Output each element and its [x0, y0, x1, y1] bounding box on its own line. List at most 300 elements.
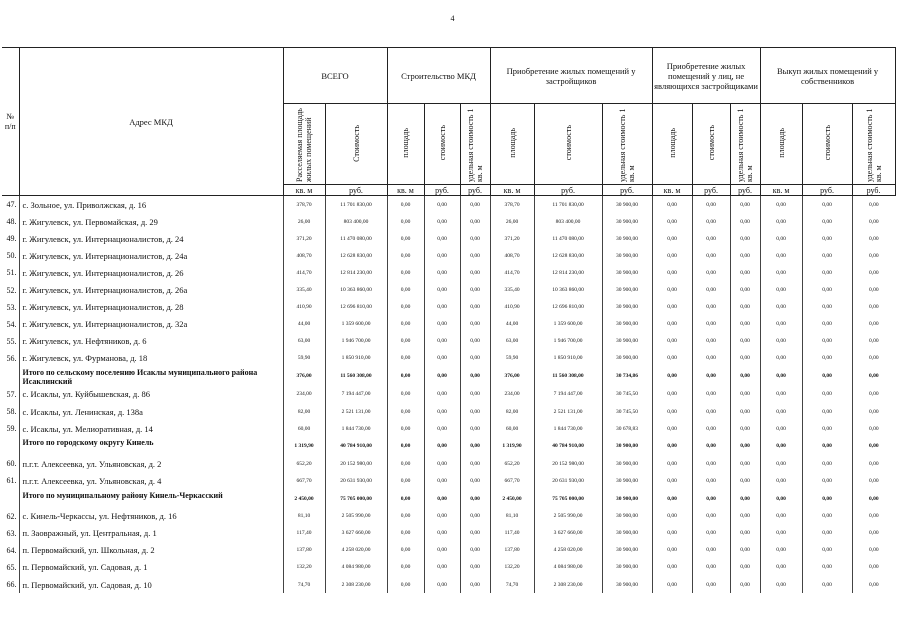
row-value: 0,00	[387, 213, 424, 230]
row-value: 0,00	[852, 367, 895, 386]
row-value: 803 400,00	[534, 213, 602, 230]
row-value: 0,00	[760, 196, 802, 214]
row-number: 49.	[6, 234, 17, 244]
row-value: 0,00	[387, 230, 424, 247]
row-value: 0,00	[692, 576, 730, 593]
row-value: 0,00	[802, 508, 852, 525]
row-value: 0,00	[652, 455, 692, 472]
row-value: 12 696 810,00	[325, 299, 387, 316]
row-value: 0,00	[692, 420, 730, 437]
row-value: 0,00	[852, 420, 895, 437]
row-value: 117,40	[490, 525, 534, 542]
row-value: 0,00	[802, 264, 852, 281]
row-value: 0,00	[460, 490, 490, 508]
row-value: 0,00	[460, 525, 490, 542]
unit-label: руб.	[602, 185, 652, 196]
row-number	[2, 437, 19, 455]
row-address: с. Кинель-Черкассы, ул. Нефтяников, д. 16	[19, 508, 283, 525]
row-value: 0,00	[692, 299, 730, 316]
row-value: 378,70	[283, 196, 325, 214]
row-value: 0,00	[387, 196, 424, 214]
row-value: 0,00	[387, 472, 424, 489]
row-value: 410,90	[283, 299, 325, 316]
row-value: 410,90	[490, 299, 534, 316]
row-value: 408,70	[490, 247, 534, 264]
row-value: 0,00	[424, 576, 460, 593]
row-value: 30 900,00	[602, 542, 652, 559]
row-value: 0,00	[652, 403, 692, 420]
sub-header-cost: Стоимость	[325, 104, 387, 185]
row-value: 0,00	[460, 213, 490, 230]
table-row	[2, 213, 895, 230]
row-value: 0,00	[760, 299, 802, 316]
row-value: 0,00	[760, 437, 802, 455]
row-value: 0,00	[730, 455, 760, 472]
row-address: г. Жигулевск, ул. Интернационалистов, д. 24	[19, 230, 283, 247]
subtotal-row	[2, 490, 895, 508]
row-value: 0,00	[460, 316, 490, 333]
unit-label: руб.	[460, 185, 490, 196]
sub-header-unit-cost: удельная стоимость 1 кв. м	[602, 104, 652, 185]
row-value: 0,00	[802, 542, 852, 559]
row-value: 0,00	[387, 247, 424, 264]
row-value: 1 319,90	[490, 437, 534, 455]
row-address: Итого по муниципальному району Кинель-Черкасский	[19, 490, 283, 508]
row-address: п. Первомайский, ул. Школьная, д. 2	[19, 542, 283, 559]
row-value: 0,00	[424, 386, 460, 403]
unit-label: руб.	[692, 185, 730, 196]
row-value: 0,00	[652, 525, 692, 542]
row-value: 0,00	[852, 490, 895, 508]
row-address: п. Заовражный, ул. Центральная, д. 1	[19, 525, 283, 542]
row-value: 0,00	[652, 576, 692, 593]
row-value: 414,70	[490, 264, 534, 281]
row-value: 0,00	[424, 281, 460, 298]
row-value: 1 844 730,00	[325, 420, 387, 437]
row-number: 65.	[6, 562, 17, 572]
row-value: 0,00	[692, 350, 730, 367]
row-value: 11 470 080,00	[534, 230, 602, 247]
row-value: 0,00	[760, 420, 802, 437]
table-row	[2, 333, 895, 350]
table-row	[2, 316, 895, 333]
row-value: 0,00	[652, 299, 692, 316]
row-value: 0,00	[387, 525, 424, 542]
table-row	[2, 472, 895, 489]
row-value: 10 363 860,00	[325, 281, 387, 298]
row-value: 12 696 810,00	[534, 299, 602, 316]
unit-label: кв. м	[490, 185, 534, 196]
row-value: 0,00	[460, 281, 490, 298]
row-address: г. Жигулевск, ул. Интернационалистов, д. 26а	[19, 281, 283, 298]
row-number: 66.	[6, 580, 17, 590]
row-value: 7 194 447,00	[534, 386, 602, 403]
sub-header-area: площадь	[490, 104, 534, 185]
row-value: 2 450,00	[490, 490, 534, 508]
row-address: п.г.т. Алексеевка, ул. Ульяновская, д. 2	[19, 455, 283, 472]
row-value: 26,00	[283, 213, 325, 230]
row-value: 803 400,00	[325, 213, 387, 230]
row-value: 0,00	[424, 333, 460, 350]
row-value: 1 850 910,00	[325, 350, 387, 367]
row-value: 1 359 600,00	[325, 316, 387, 333]
row-value: 414,70	[283, 264, 325, 281]
table-body	[2, 196, 895, 594]
row-number: 56.	[6, 353, 17, 363]
row-value: 11 701 830,00	[325, 196, 387, 214]
col-number-header: № п/п	[2, 48, 19, 196]
row-value: 0,00	[852, 403, 895, 420]
row-value: 0,00	[387, 403, 424, 420]
row-value: 0,00	[760, 559, 802, 576]
row-value: 0,00	[852, 386, 895, 403]
subtotal-row	[2, 367, 895, 386]
row-value: 0,00	[460, 437, 490, 455]
row-value: 0,00	[852, 213, 895, 230]
row-value: 0,00	[730, 490, 760, 508]
row-value: 1 844 730,00	[534, 420, 602, 437]
row-value: 30 900,00	[602, 196, 652, 214]
row-value: 0,00	[730, 230, 760, 247]
row-value: 0,00	[424, 455, 460, 472]
sub-header-cost: стоимость	[802, 104, 852, 185]
sub-header-area: Расселяемая площадь жилых помещений	[283, 104, 325, 185]
page-number: 4	[450, 14, 455, 23]
row-value: 30 900,00	[602, 350, 652, 367]
row-value: 0,00	[760, 403, 802, 420]
row-value: 20 152 980,00	[534, 455, 602, 472]
row-value: 30 734,86	[602, 367, 652, 386]
row-value: 0,00	[852, 299, 895, 316]
table-row	[2, 230, 895, 247]
row-value: 30 900,00	[602, 230, 652, 247]
row-value: 0,00	[852, 264, 895, 281]
row-value: 0,00	[460, 455, 490, 472]
row-value: 0,00	[652, 508, 692, 525]
row-value: 0,00	[692, 437, 730, 455]
row-value: 0,00	[802, 490, 852, 508]
row-value: 0,00	[852, 559, 895, 576]
row-value: 0,00	[760, 264, 802, 281]
row-value: 0,00	[730, 367, 760, 386]
row-number: 54.	[6, 319, 17, 329]
row-value: 0,00	[460, 576, 490, 593]
sub-header-cost: стоимость	[424, 104, 460, 185]
row-value: 0,00	[802, 333, 852, 350]
row-address: г. Жигулевск, ул. Нефтяников, д. 6	[19, 333, 283, 350]
resettlement-table	[2, 47, 896, 593]
row-value: 0,00	[730, 264, 760, 281]
row-address: п. Первомайский, ул. Садовая, д. 10	[19, 576, 283, 593]
row-value: 0,00	[852, 525, 895, 542]
row-value: 30 745,50	[602, 386, 652, 403]
row-value: 2 521 131,00	[325, 403, 387, 420]
row-value: 60,00	[490, 420, 534, 437]
row-value: 1 319,90	[283, 437, 325, 455]
row-value: 0,00	[652, 213, 692, 230]
row-value: 1 946 700,00	[325, 333, 387, 350]
row-value: 0,00	[424, 264, 460, 281]
row-value: 0,00	[852, 437, 895, 455]
row-value: 11 470 080,00	[325, 230, 387, 247]
sub-header-unit-cost: удельная стоимость 1 кв. м	[730, 104, 760, 185]
row-value: 0,00	[424, 299, 460, 316]
sub-header-unit-cost: удельная стоимость 1 кв. м	[852, 104, 895, 185]
row-value: 1 359 600,00	[534, 316, 602, 333]
row-value: 0,00	[692, 525, 730, 542]
row-value: 11 560 308,00	[325, 367, 387, 386]
sub-header-unit-cost: удельная стоимость 1 кв. м	[460, 104, 490, 185]
row-value: 0,00	[730, 403, 760, 420]
row-value: 0,00	[852, 281, 895, 298]
row-value: 0,00	[730, 525, 760, 542]
row-value: 0,00	[460, 367, 490, 386]
row-value: 3 627 660,00	[325, 525, 387, 542]
sub-header-area: площадь	[760, 104, 802, 185]
table-row	[2, 420, 895, 437]
row-value: 30 745,50	[602, 403, 652, 420]
row-value: 0,00	[424, 350, 460, 367]
row-value: 4 084 980,00	[325, 559, 387, 576]
row-value: 3 627 660,00	[534, 525, 602, 542]
row-address: г. Жигулевск, ул. Интернационалистов, д. 32а	[19, 316, 283, 333]
row-value: 0,00	[760, 281, 802, 298]
row-value: 7 194 447,00	[325, 386, 387, 403]
row-number: 60.	[6, 459, 17, 469]
row-value: 30 900,00	[602, 213, 652, 230]
row-value: 0,00	[387, 299, 424, 316]
row-value: 44,00	[490, 316, 534, 333]
row-value: 0,00	[852, 472, 895, 489]
row-value: 0,00	[730, 559, 760, 576]
row-value: 234,00	[490, 386, 534, 403]
row-value: 667,70	[490, 472, 534, 489]
row-value: 0,00	[692, 264, 730, 281]
row-value: 0,00	[730, 386, 760, 403]
row-value: 0,00	[387, 455, 424, 472]
row-value: 0,00	[852, 333, 895, 350]
table-row	[2, 455, 895, 472]
row-value: 0,00	[760, 350, 802, 367]
row-value: 2 521 131,00	[534, 403, 602, 420]
row-value: 2 505 990,00	[534, 508, 602, 525]
row-value: 0,00	[652, 490, 692, 508]
row-value: 0,00	[460, 559, 490, 576]
unit-label: руб.	[325, 185, 387, 196]
row-value: 0,00	[760, 508, 802, 525]
row-value: 0,00	[730, 196, 760, 214]
row-value: 0,00	[760, 472, 802, 489]
row-value: 0,00	[424, 420, 460, 437]
row-value: 0,00	[802, 386, 852, 403]
table-row	[2, 508, 895, 525]
row-value: 0,00	[424, 316, 460, 333]
row-value: 0,00	[387, 350, 424, 367]
row-value: 0,00	[730, 437, 760, 455]
table-row	[2, 542, 895, 559]
row-value: 0,00	[424, 490, 460, 508]
row-value: 0,00	[387, 490, 424, 508]
row-value: 0,00	[460, 472, 490, 489]
row-value: 75 705 000,00	[325, 490, 387, 508]
unit-label: руб.	[852, 185, 895, 196]
row-value: 667,70	[283, 472, 325, 489]
row-value: 0,00	[802, 299, 852, 316]
table-row	[2, 350, 895, 367]
row-value: 0,00	[802, 367, 852, 386]
row-value: 11 701 830,00	[534, 196, 602, 214]
row-value: 0,00	[760, 525, 802, 542]
row-value: 0,00	[802, 350, 852, 367]
row-value: 335,40	[283, 281, 325, 298]
row-value: 0,00	[802, 230, 852, 247]
table-row	[2, 386, 895, 403]
row-value: 0,00	[760, 386, 802, 403]
row-value: 81,10	[490, 508, 534, 525]
row-value: 0,00	[802, 576, 852, 593]
row-value: 12 628 830,00	[325, 247, 387, 264]
row-value: 0,00	[692, 472, 730, 489]
row-value: 0,00	[692, 316, 730, 333]
row-value: 0,00	[692, 490, 730, 508]
table-row	[2, 559, 895, 576]
row-value: 0,00	[424, 196, 460, 214]
row-value: 1 946 700,00	[534, 333, 602, 350]
row-value: 82,00	[283, 403, 325, 420]
row-number	[2, 367, 19, 386]
row-value: 0,00	[692, 196, 730, 214]
row-value: 2 505 990,00	[325, 508, 387, 525]
row-value: 0,00	[387, 559, 424, 576]
unit-label: руб.	[424, 185, 460, 196]
row-value: 0,00	[802, 472, 852, 489]
subtotal-row	[2, 437, 895, 455]
row-value: 0,00	[652, 542, 692, 559]
row-value: 0,00	[460, 247, 490, 264]
row-value: 0,00	[652, 437, 692, 455]
table-row	[2, 247, 895, 264]
row-value: 132,20	[283, 559, 325, 576]
row-value: 0,00	[424, 213, 460, 230]
row-value: 0,00	[424, 472, 460, 489]
row-address: г. Жигулевск, ул. Интернационалистов, д. 28	[19, 299, 283, 316]
row-value: 30 900,00	[602, 576, 652, 593]
row-value: 0,00	[730, 420, 760, 437]
row-value: 0,00	[387, 508, 424, 525]
row-value: 0,00	[730, 299, 760, 316]
row-value: 0,00	[652, 420, 692, 437]
row-value: 132,20	[490, 559, 534, 576]
row-number: 61.	[6, 476, 17, 486]
row-value: 0,00	[730, 213, 760, 230]
sub-header-cost: стоимость	[534, 104, 602, 185]
row-value: 30 678,83	[602, 420, 652, 437]
row-value: 0,00	[852, 455, 895, 472]
row-value: 0,00	[460, 230, 490, 247]
row-value: 0,00	[424, 542, 460, 559]
row-value: 137,80	[490, 542, 534, 559]
row-value: 0,00	[460, 333, 490, 350]
row-value: 0,00	[424, 367, 460, 386]
row-value: 74,70	[490, 576, 534, 593]
row-address: г. Жигулевск, ул. Фурманова, д. 18	[19, 350, 283, 367]
row-value: 0,00	[730, 472, 760, 489]
row-value: 11 560 308,00	[534, 367, 602, 386]
row-value: 30 900,00	[602, 508, 652, 525]
row-number: 47.	[2, 196, 19, 214]
row-value: 10 363 860,00	[534, 281, 602, 298]
unit-label: кв. м	[652, 185, 692, 196]
row-value: 0,00	[760, 333, 802, 350]
row-value: 0,00	[730, 316, 760, 333]
row-value: 0,00	[760, 213, 802, 230]
row-address: Итого по сельскому поселению Исаклы муниципального района Исаклинский	[19, 367, 283, 386]
row-value: 30 900,00	[602, 437, 652, 455]
row-value: 75 705 000,00	[534, 490, 602, 508]
row-value: 0,00	[460, 196, 490, 214]
row-value: 0,00	[424, 403, 460, 420]
row-number	[2, 490, 19, 508]
row-value: 652,20	[283, 455, 325, 472]
row-value: 371,20	[283, 230, 325, 247]
row-value: 0,00	[852, 316, 895, 333]
row-value: 0,00	[424, 230, 460, 247]
row-value: 0,00	[852, 196, 895, 214]
row-value: 0,00	[760, 576, 802, 593]
row-value: 0,00	[802, 525, 852, 542]
row-value: 0,00	[730, 350, 760, 367]
row-value: 63,00	[283, 333, 325, 350]
row-value: 0,00	[852, 230, 895, 247]
row-value: 0,00	[387, 576, 424, 593]
row-value: 0,00	[652, 367, 692, 386]
row-value: 0,00	[730, 247, 760, 264]
row-value: 40 784 910,00	[534, 437, 602, 455]
row-value: 0,00	[760, 247, 802, 264]
sub-header-area: площадь	[652, 104, 692, 185]
row-value: 0,00	[652, 472, 692, 489]
row-value: 0,00	[692, 386, 730, 403]
row-number: 51.	[6, 268, 17, 278]
row-value: 137,80	[283, 542, 325, 559]
row-value: 371,20	[490, 230, 534, 247]
row-value: 0,00	[652, 559, 692, 576]
row-value: 0,00	[652, 264, 692, 281]
row-value: 0,00	[692, 230, 730, 247]
table-row	[2, 264, 895, 281]
row-value: 0,00	[852, 350, 895, 367]
row-number: 59.	[6, 424, 17, 434]
row-value: 0,00	[460, 299, 490, 316]
row-value: 4 258 020,00	[325, 542, 387, 559]
group-buyout-header: Выкуп жилых помещений у собственников	[760, 48, 895, 104]
row-value: 0,00	[460, 420, 490, 437]
row-value: 0,00	[852, 576, 895, 593]
row-value: 0,00	[460, 508, 490, 525]
row-value: 0,00	[424, 559, 460, 576]
row-number: 64.	[6, 545, 17, 555]
row-value: 1 850 910,00	[534, 350, 602, 367]
row-value: 234,00	[283, 386, 325, 403]
row-value: 0,00	[692, 403, 730, 420]
group-construction-header: Строительство МКД	[387, 48, 490, 104]
row-value: 59,90	[283, 350, 325, 367]
row-value: 0,00	[730, 281, 760, 298]
row-value: 30 900,00	[602, 281, 652, 298]
row-value: 0,00	[692, 367, 730, 386]
row-value: 0,00	[852, 508, 895, 525]
row-value: 0,00	[692, 281, 730, 298]
